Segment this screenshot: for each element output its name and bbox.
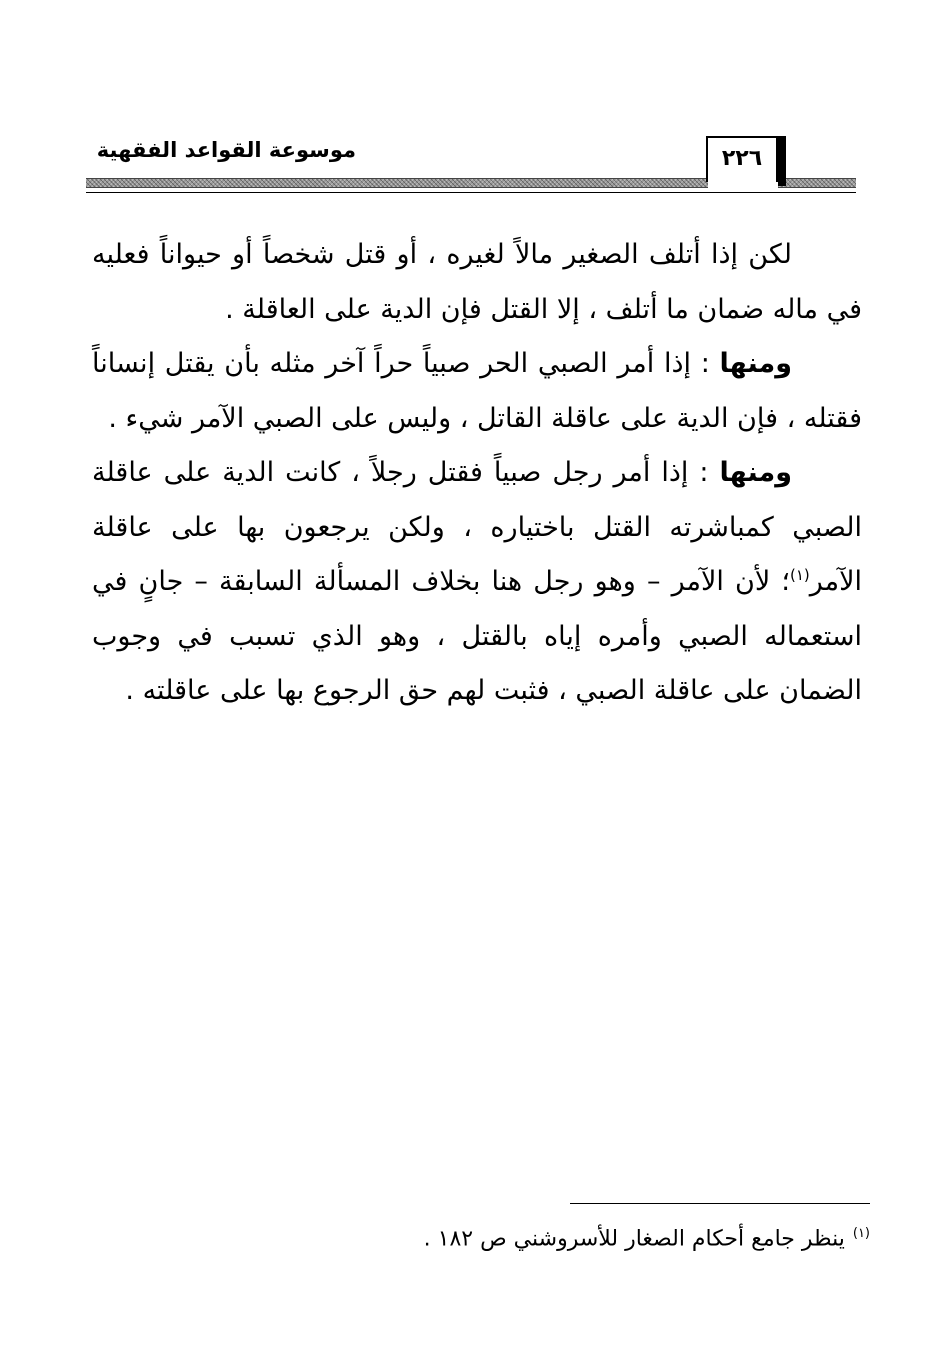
- page-header: [86, 136, 856, 194]
- paragraph-text-after-ref: ؛ لأن الآمر – وهو رجل هنا بخلاف المسألة السابقة – جانٍ في استعماله الصبي وأمره إياه بالقتل ، وهو الذي تسبب في وجوب الضمان على عاقلة الصبي ، فثبت لهم حق الرجوع بها على عاقلته .: [92, 566, 862, 706]
- footnote: [424, 1226, 870, 1251]
- paragraph-text: : إذا أمر الصبي الحر صبياً حراً آخر مثله بأن يقتل إنساناً فقتله ، فإن الدية على عاقلة القاتل ، وليس على الصبي الآمر شيء .: [92, 348, 862, 434]
- page-number: ٢٢٦: [721, 146, 763, 171]
- running-title: موسوعة القواعد الفقهية: [96, 138, 356, 162]
- paragraph-lead-word: ومنها: [719, 457, 792, 488]
- footnote-marker: (١): [852, 1226, 870, 1241]
- footnote-separator: [570, 1203, 870, 1204]
- paragraph-1: [92, 228, 862, 337]
- paragraph-lead-word: ومنها: [719, 348, 792, 379]
- paragraph-text: لكن إذا أتلف الصغير مالاً لغيره ، أو قتل شخصاً أو حيواناً فعليه في ماله ضمان ما أتلف ، إلا القتل فإن الدية على العاقلة .: [92, 239, 862, 325]
- paragraph-2: [92, 337, 862, 446]
- page-number-box: [706, 136, 778, 182]
- header-rule: [86, 192, 856, 193]
- footnote-text: ينظر جامع أحكام الصغار للأسروشني ص ١٨٢ .: [423, 1226, 845, 1252]
- main-text: [92, 228, 862, 719]
- paragraph-3: [92, 446, 862, 719]
- page-number-box-shadow: [778, 136, 786, 186]
- footnote-reference[interactable]: (١): [789, 566, 810, 584]
- paragraph-text-before-ref: : إذا أمر رجل صبياً فقتل رجلاً ، كانت الدية على عاقلة الصبي كمباشرته القتل باختياره ، ولكن يرجعون بها على عاقلة الآمر: [92, 457, 862, 597]
